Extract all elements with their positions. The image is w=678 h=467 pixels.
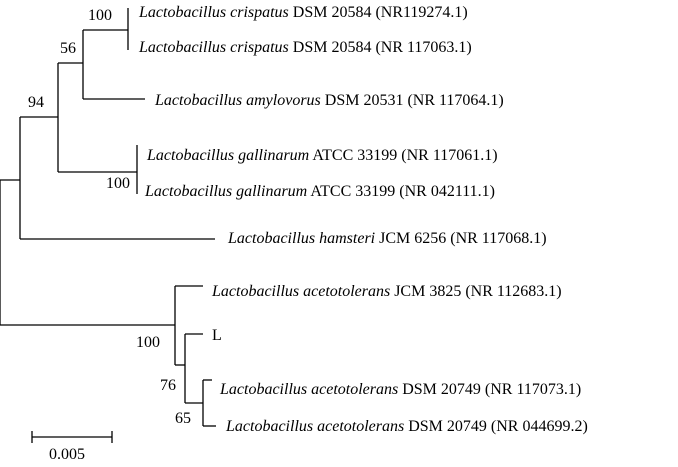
tree-branches [0,8,216,426]
taxon-label: L [212,327,222,344]
taxon-label: Lactobacillus hamsteri JCM 6256 (NR 117068.1) [228,230,547,247]
taxon-label: Lactobacillus acetotolerans JCM 3825 (NR 112683.1) [212,283,562,300]
taxon-label: Lactobacillus gallinarum ATCC 33199 (NR 042111.1) [145,183,495,200]
taxon-label: Lactobacillus gallinarum ATCC 33199 (NR 117061.1) [147,147,498,164]
scale-bar [32,431,112,463]
taxon-label: Lactobacillus amylovorus DSM 20531 (NR 117064.1) [155,92,504,109]
taxon-label: Lactobacillus acetotolerans DSM 20749 (NR 044699.2) [226,418,588,435]
bootstrap-value: 76 [160,377,176,394]
bootstrap-value: 100 [136,334,160,351]
bootstrap-values [28,7,191,427]
bootstrap-value: 100 [88,7,112,24]
taxon-label: Lactobacillus crispatus DSM 20584 (NR 117063.1) [139,39,472,56]
taxon-labels [138,4,588,435]
scale-bar-label: 0.005 [49,446,85,463]
bootstrap-value: 100 [106,175,130,192]
taxon-label: Lactobacillus crispatus DSM 20584 (NR119274.1) [139,4,468,21]
bootstrap-value: 94 [28,94,44,111]
bootstrap-value: 56 [60,40,76,57]
taxon-label: Lactobacillus acetotolerans DSM 20749 (NR 117073.1) [220,381,582,398]
bootstrap-value: 65 [175,410,191,427]
